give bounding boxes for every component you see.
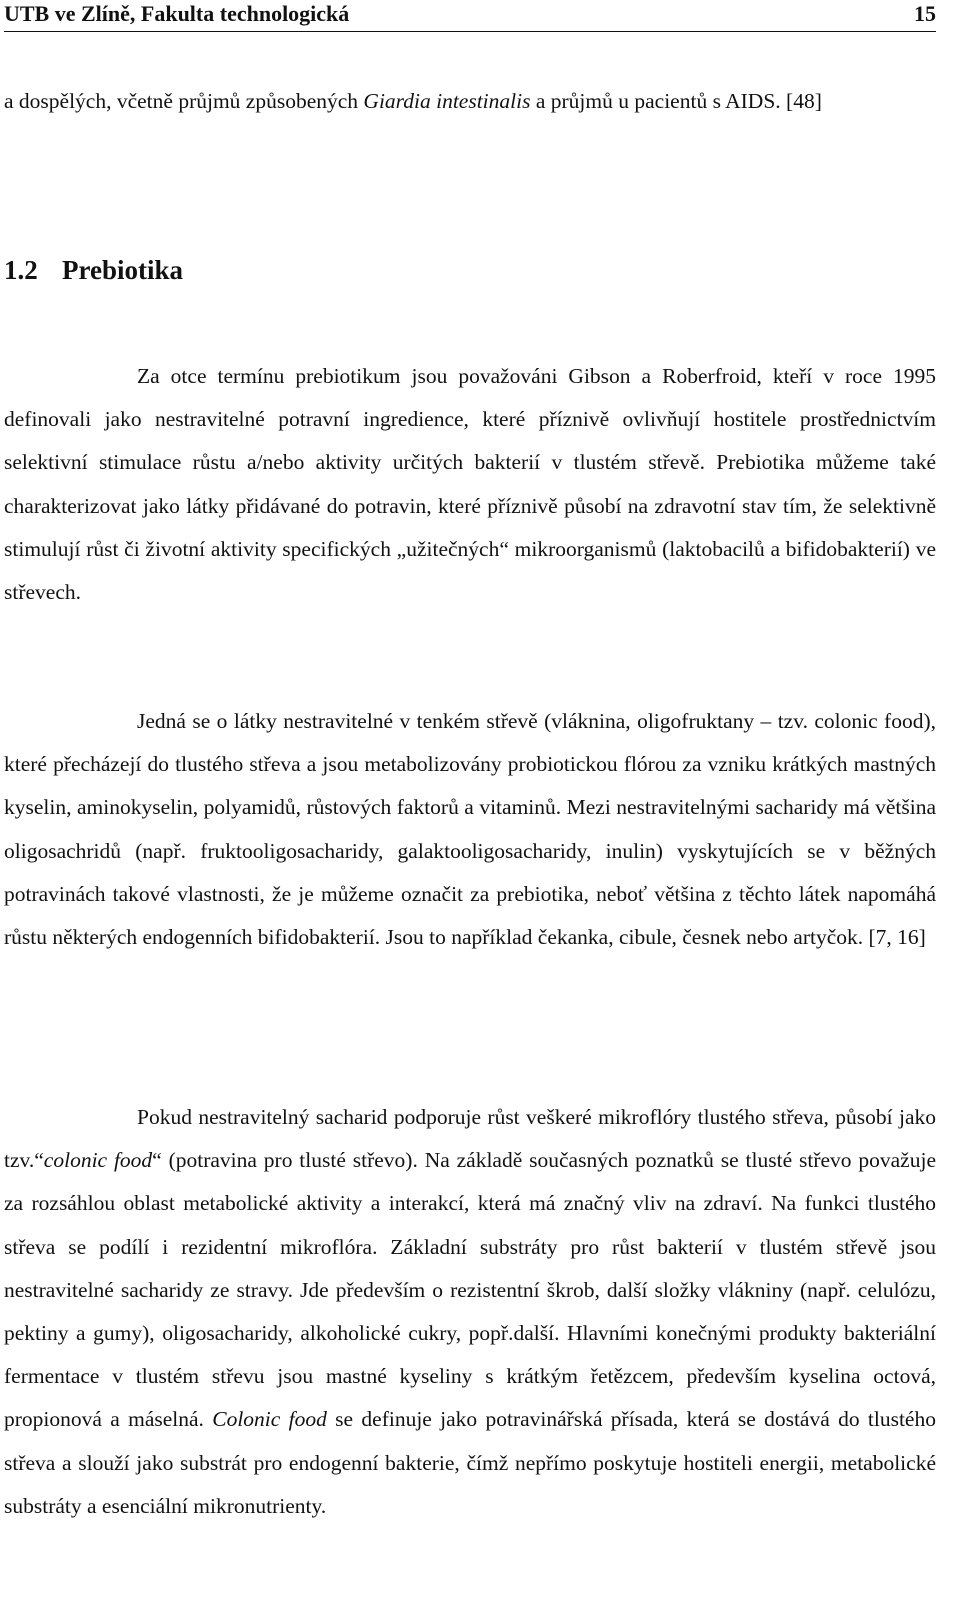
paragraph-2 bbox=[4, 700, 936, 959]
intro-text-1: a dospělých, včetně průjmů způsobených bbox=[4, 89, 364, 113]
section-title: Prebiotika bbox=[62, 255, 183, 285]
page-header bbox=[4, 0, 936, 32]
paragraph-3-italic-1: colonic food bbox=[43, 1148, 153, 1173]
paragraph-3 bbox=[4, 1096, 936, 1528]
paragraph-3-text-1: Pokud nestravitelný sacharid podporuje růst veškeré mikroflóry tlustého střeva, působí jako tzv.“ bbox=[4, 1105, 936, 1173]
intro-species-italic: Giardia intestinalis bbox=[363, 89, 531, 113]
paragraph-2-text: Jedná se o látky nestravitelné v tenkém střevě (vláknina, oligofruktany – tzv. colonic food), které přecházejí do tlustého střeva a jsou metabolizovány probiotickou flórou za vzniku krátkých mastných kyselin, aminokyselin, polyamidů, růstových faktorů a vitaminů. Mezi nestravitelnými sacharidy má většina oligosachridů (např. fruktooligosacharidy, galaktooligosacharidy, inulin) vyskytujících se v běžných potravinách takové vlastnosti, že je můžeme označit za prebiotika, neboť většina z těchto látek napomáhá růstu některých endogenních bifidobakterií. Jsou to například čekanka, cibule, česnek nebo artyčok. [7, 16] bbox=[4, 709, 936, 950]
header-page-number: 15 bbox=[914, 1, 936, 26]
section-heading bbox=[4, 250, 183, 290]
header-institution: UTB ve Zlíně, Fakulta technologická bbox=[4, 1, 350, 26]
intro-text-2: a průjmů u pacientů s AIDS. [48] bbox=[530, 89, 822, 113]
intro-paragraph bbox=[4, 80, 936, 123]
paragraph-1 bbox=[4, 355, 936, 614]
paragraph-3-text-2: “ (potravina pro tlusté střevo). Na základě současných poznatků se tlusté střevo považuje za rozsáhlou oblast metabolické aktivity a interakcí, která má značný vliv na zdraví. Na funkci tlustého střeva se podílí i rezidentní mikroflóra. Základní substráty pro růst bakterií v tlustém střevě jsou nestravitelné sacharidy ze stravy. Jde především o rezistentní škrob, další složky vlákniny (např. celulózu, pektiny a gumy), oligosacharidy, alkoholické cukry, popř.další. Hlavními konečnými produkty bakteriální fermentace v tlustém střevu jsou mastné kyseliny s krátkým řetězcem, především kyselina octová, propionová a máselná. bbox=[4, 1148, 936, 1432]
paragraph-3-italic-2: Colonic food bbox=[212, 1407, 327, 1432]
paragraph-3-text-3: se definuje jako potravinářská přísada, která se dostává do tlustého střeva a slouží jako substrát pro endogenní bakterie, čímž nepřímo poskytuje hostiteli energii, metabolické substráty a esenciální mikronutrienty. bbox=[4, 1407, 936, 1518]
section-number: 1.2 bbox=[4, 255, 38, 285]
paragraph-1-text: Za otce termínu prebiotikum jsou považováni Gibson a Roberfroid, kteří v roce 1995 definovali jako nestravitelné potravní ingredience, které příznivě ovlivňují hostitele prostřednictvím selektivní stimulace růstu a/nebo aktivity určitých bakterií v tlustém střevě. Prebiotika můžeme také charakterizovat jako látky přidávané do potravin, které příznivě působí na zdravotní stav tím, že selektivně stimulují růst či životní aktivity specifických „užitečných“ mikroorganismů (laktobacilů a bifidobakterií) ve střevech. bbox=[4, 364, 936, 605]
